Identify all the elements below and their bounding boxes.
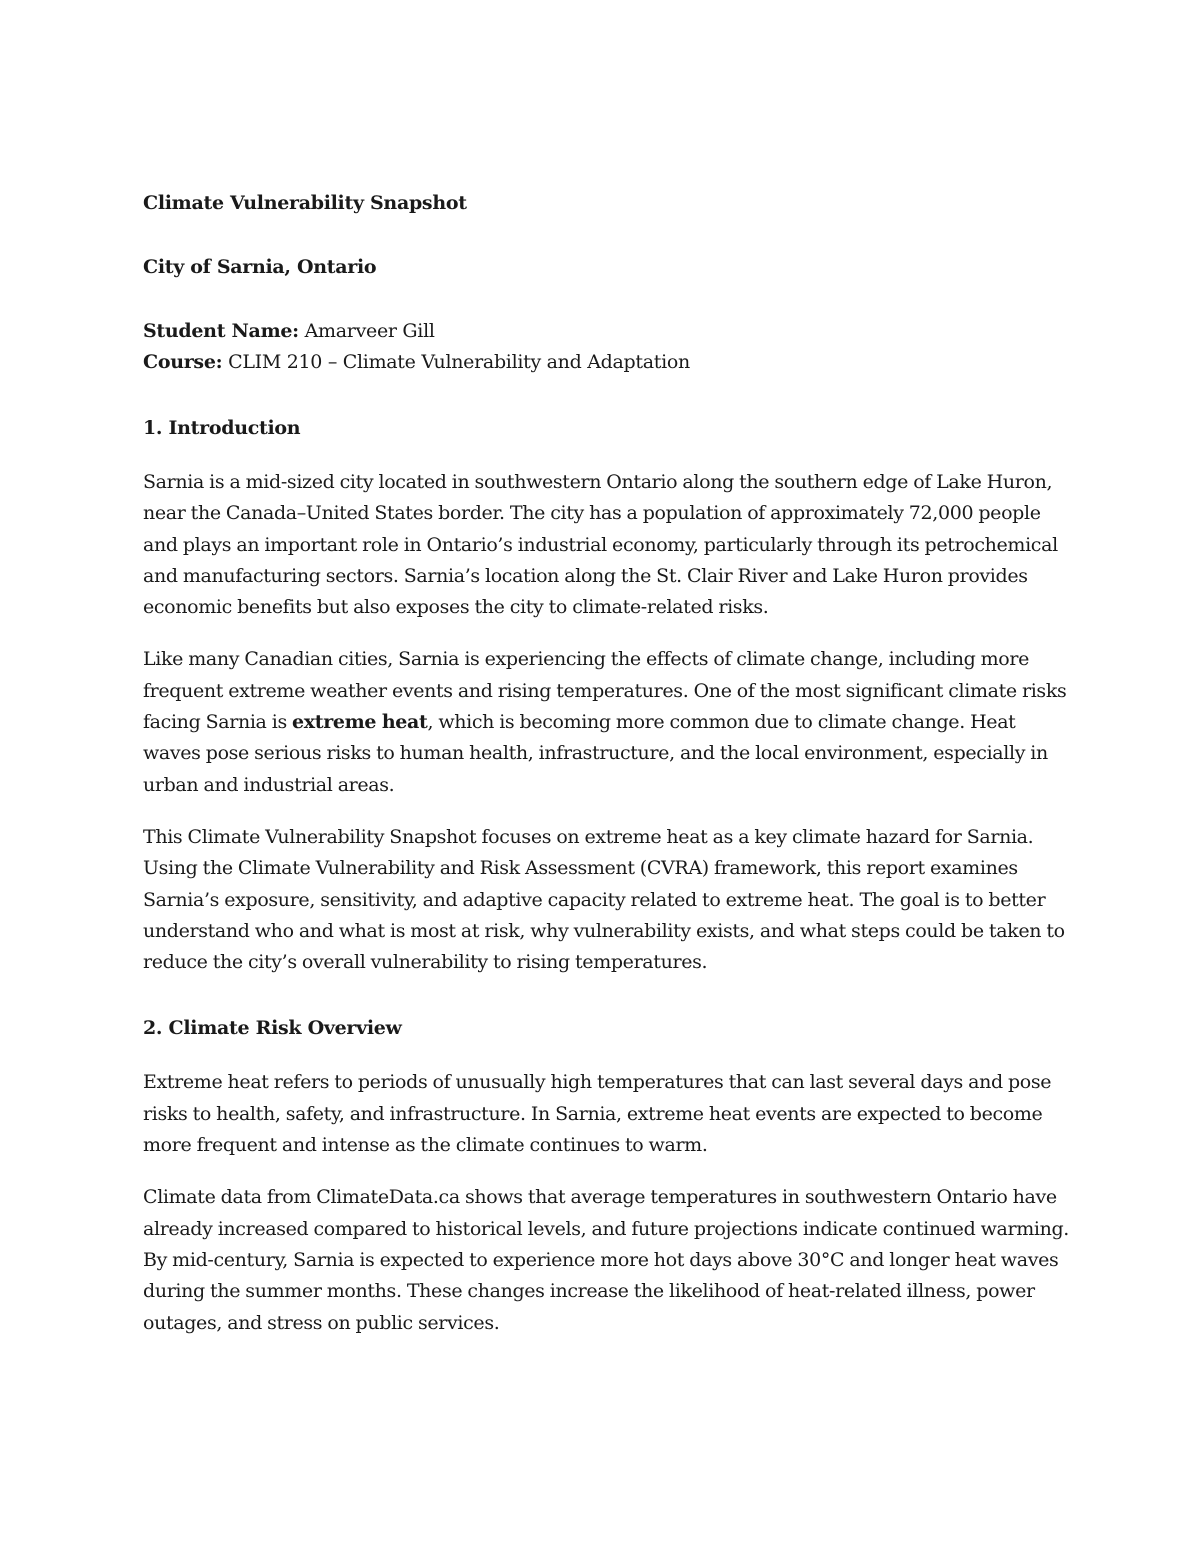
- course-label: Course:: [143, 351, 223, 373]
- document-title: Climate Vulnerability Snapshot: [143, 192, 467, 214]
- course-line: [143, 347, 1073, 378]
- intro-paragraph-3: This Climate Vulnerability Snapshot focuses on extreme heat as a key climate hazard for Sarnia. Using the Climate Vulnerability and Risk Assessment (CVRA) framework, this report examines Sarnia’s exposure, sensitivity, and adaptive capacity related to extreme heat. The goal is to better understand who and what is most at risk, why vulnerability exists, and what steps could be taken to reduce the city’s overall vulnerability to rising temperatures.: [143, 825, 1065, 974]
- intro-paragraph-2-end: , which is becoming more common due to climate change. Heat waves pose serious risks to human health, infrastructure, and the local environment, especially in urban and industrial areas.: [143, 711, 1048, 796]
- student-name: Amarveer Gill: [304, 320, 435, 342]
- course-name: CLIM 210 – Climate Vulnerability and Adaptation: [228, 351, 690, 373]
- student-line: [143, 316, 1073, 347]
- student-label: Student Name:: [143, 320, 299, 342]
- risk-paragraph-1: Extreme heat refers to periods of unusually high temperatures that can last several days and pose risks to health, safety, and infrastructure. In Sarnia, extreme heat events are expected to become more frequent and intense as the climate continues to warm.: [143, 1071, 1052, 1157]
- intro-paragraph-2-start: Like many Canadian cities, Sarnia is experiencing the effects of climate change, including more frequent extreme weather events and rising temperatures. One of the most significant climate risks facing Sarnia is: [143, 648, 1067, 734]
- risk-paragraph-2: Climate data from ClimateData.ca shows that average temperatures in southwestern Ontario have already increased compared to historical levels, and future projections indicate continued warming. By mid-century, Sarnia is expected to experience more hot days above 30°C and longer heat waves during the summer months. These changes increase the likelihood of heat-related illness, power outages, and stress on public services.: [143, 1186, 1069, 1334]
- intro-paragraph-1: Sarnia is a mid-sized city located in southwestern Ontario along the southern edge of Lake Huron, near the Canada–United States border. The city has a population of approximately 72,000 people and plays an important role in Ontario’s industrial economy, particularly through its petrochemical and manufacturing sectors. Sarnia’s location along the St. Clair River and Lake Huron provides economic benefits but also exposes the city to climate-related risks.: [143, 471, 1058, 619]
- document-page: [143, 188, 1073, 1339]
- document-meta: [143, 316, 1073, 378]
- section-heading-introduction: 1. Introduction: [143, 417, 301, 439]
- section-heading-climate-risk: 2. Climate Risk Overview: [143, 1017, 402, 1040]
- intro-paragraph-2: [143, 644, 1073, 800]
- document-subtitle: City of Sarnia, Ontario: [143, 256, 377, 278]
- extreme-heat-emphasis: extreme heat: [292, 711, 428, 734]
